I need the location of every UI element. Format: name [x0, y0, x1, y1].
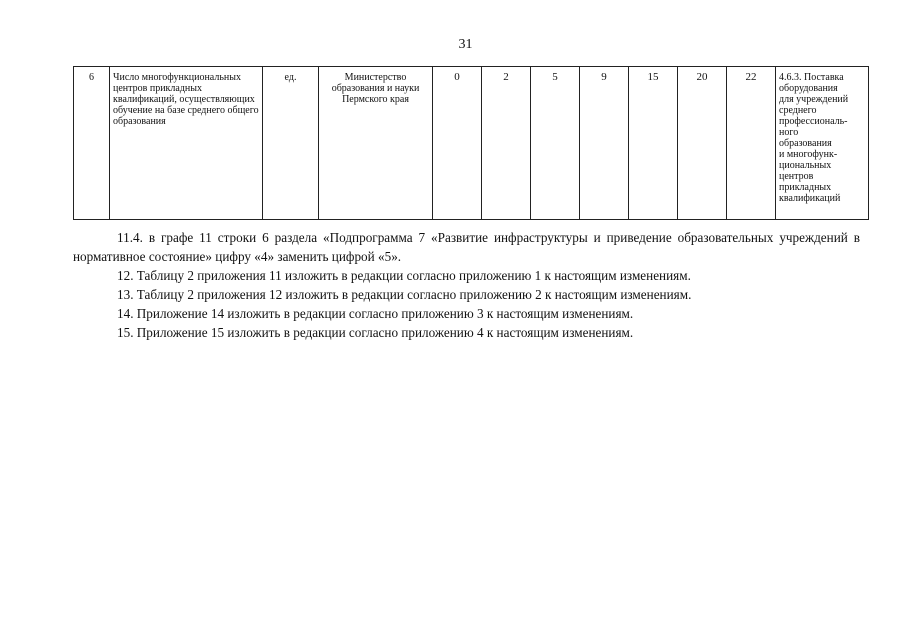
value-cell: 0 — [433, 67, 482, 220]
value-cell: 15 — [629, 67, 678, 220]
note-line: центров — [779, 171, 814, 182]
activity-note-cell — [776, 67, 869, 220]
note-line: среднего — [779, 105, 817, 116]
note-line: прикладных — [779, 182, 832, 193]
table-row — [74, 67, 869, 220]
value-cell: 20 — [678, 67, 727, 220]
value-cell: 22 — [727, 67, 776, 220]
note-line: 4.6.3. Поставка — [779, 72, 844, 83]
note-line: образования — [779, 138, 832, 149]
responsible-cell: Министерство образования и науки Пермского края — [319, 67, 433, 220]
indicator-table — [73, 66, 869, 220]
note-line: и многофунк- — [779, 149, 838, 160]
paragraph-12: 12. Таблицу 2 приложения 11 изложить в редакции согласно приложению 1 к настоящим изменениям. — [117, 268, 691, 283]
value-cell: 9 — [580, 67, 629, 220]
note-line: циональных — [779, 160, 832, 171]
value-cell: 2 — [482, 67, 531, 220]
paragraph-15: 15. Приложение 15 изложить в редакции согласно приложению 4 к настоящим изменениям. — [117, 325, 634, 340]
paragraph-13: 13. Таблицу 2 приложения 12 изложить в редакции согласно приложению 2 к настоящим изменениям. — [117, 287, 692, 302]
unit-cell: ед. — [263, 67, 319, 220]
page-number: 31 — [458, 37, 473, 52]
value-cell: 5 — [531, 67, 580, 220]
paragraph-11-4: 11.4. в графе 11 строки 6 раздела «Подпрограмма 7 «Развитие инфраструктуры и приведение образовательных учреждений в нормативное состояние» цифру «4» заменить цифрой «5». — [73, 230, 860, 264]
note-line: оборудования — [779, 83, 838, 94]
note-line: профессиональ- — [779, 116, 848, 127]
row-number-cell: 6 — [74, 67, 110, 220]
note-line: квалификаций — [779, 193, 841, 204]
paragraph-14: 14. Приложение 14 изложить в редакции согласно приложению 3 к настоящим изменениям. — [117, 306, 634, 321]
amendment-text — [73, 228, 860, 342]
note-line: для учреждений — [779, 94, 849, 105]
note-line: ного — [779, 127, 799, 138]
indicator-name-cell: Число многофункциональных центров прикладных квалификаций, осуществляющих обучение на базе среднего общего образования — [110, 67, 263, 220]
